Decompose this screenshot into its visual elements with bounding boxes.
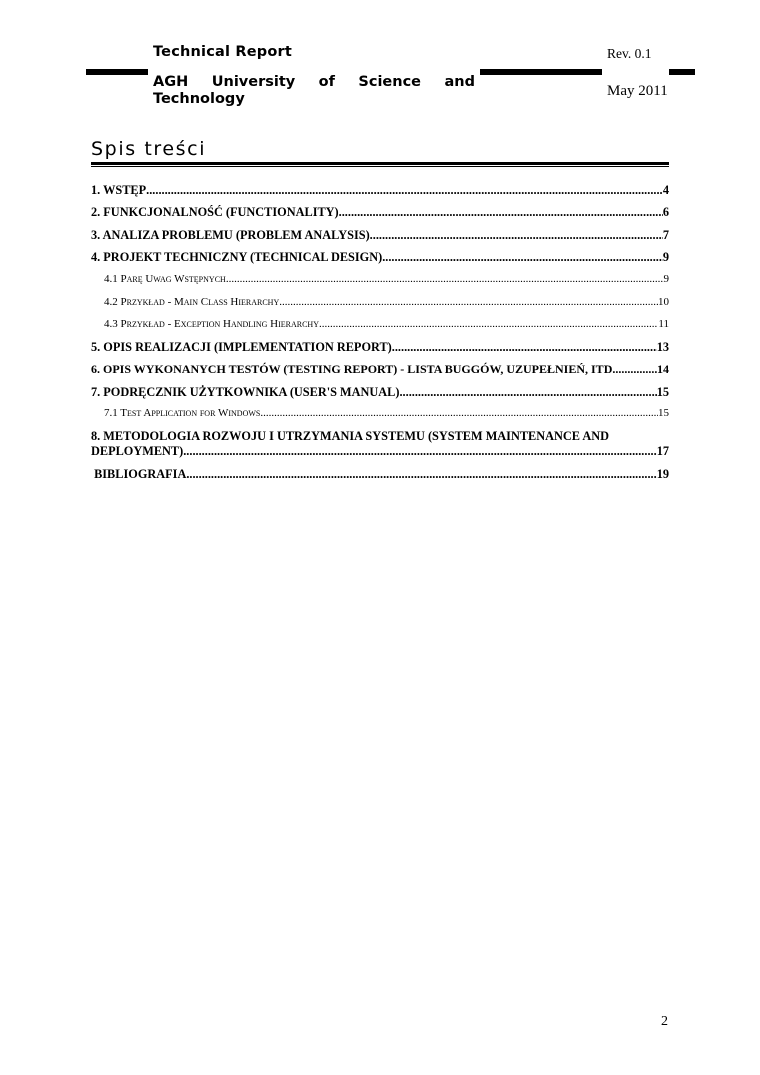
report-date: May 2011 — [607, 83, 668, 99]
toc-leader — [226, 273, 664, 285]
toc-entry-label: 4. PROJEKT TECHNICZNY (TECHNICAL DESIGN) — [91, 250, 383, 264]
toc-page-number: 13 — [656, 340, 669, 354]
toc-entry-3[interactable] — [91, 228, 669, 243]
toc-entry-4[interactable] — [91, 250, 669, 265]
toc-leader — [146, 183, 663, 198]
university-word: of — [318, 74, 335, 90]
toc-entry-7[interactable] — [91, 385, 669, 400]
university-word: University — [211, 74, 296, 90]
toc-page-number: 6 — [662, 205, 669, 219]
university-word: AGH — [153, 74, 189, 90]
toc-entry-2[interactable] — [91, 205, 669, 220]
toc-leader — [319, 318, 658, 330]
toc-entry-label: 5. OPIS REALIZACJI (IMPLEMENTATION REPORT) — [91, 340, 392, 354]
toc-leader — [183, 444, 656, 459]
toc-entry-4-3[interactable] — [91, 318, 669, 330]
university-word: Science — [358, 74, 422, 90]
toc-entry-8[interactable] — [91, 429, 669, 459]
toc-entry-label: 7.1 Test Application for Windows — [104, 407, 261, 419]
university-name — [153, 74, 475, 108]
toc-entry-label: 2. FUNKCJONALNOŚĆ (FUNCTIONALITY) — [91, 205, 339, 219]
toc-heading: Spis treści — [91, 138, 207, 160]
toc-leader — [370, 228, 663, 243]
toc-leader — [339, 205, 663, 220]
toc-entry-label: 4.3 Przykład - Exception Handling Hierarchy — [104, 318, 319, 330]
toc-page-number: 15 — [656, 385, 669, 399]
toc-page-number: 10 — [658, 296, 669, 308]
toc-leader — [279, 296, 658, 308]
toc-page-number: 9 — [663, 273, 669, 285]
university-word: and — [444, 74, 475, 90]
toc-entry-label: 1. WSTĘP — [91, 183, 147, 197]
toc-leader — [615, 362, 657, 377]
toc-entry-4-2[interactable] — [91, 296, 669, 308]
header-bar-left — [86, 69, 148, 75]
toc-entry-bibliography[interactable] — [91, 467, 669, 482]
toc-entry-label: BIBLIOGRAFIA — [91, 467, 187, 481]
university-line2: Technology — [153, 91, 245, 107]
toc-entry-label-continued: DEPLOYMENT) — [91, 444, 184, 458]
revision-label: Rev. 0.1 — [607, 46, 652, 61]
toc-entry-5[interactable] — [91, 340, 669, 355]
toc-entry-label: 3. ANALIZA PROBLEMU (PROBLEM ANALYSIS) — [91, 228, 370, 242]
toc-leader — [260, 407, 658, 419]
toc-page-number: 19 — [656, 467, 669, 481]
toc-entry-7-1[interactable] — [91, 407, 669, 419]
toc-page-number: 4 — [662, 183, 669, 197]
header-bar-right — [669, 69, 695, 75]
toc-entry-label: 7. PODRĘCZNIK UŻYTKOWNIKA (USER'S MANUAL) — [91, 385, 400, 399]
toc-leader — [392, 340, 657, 355]
toc-leader — [399, 385, 656, 400]
toc-entry-6[interactable] — [91, 362, 669, 377]
heading-rule-thin — [91, 166, 669, 167]
toc-page-number: 7 — [662, 228, 669, 242]
header-bar-middle — [480, 69, 602, 75]
toc-page-number: 11 — [658, 318, 669, 330]
toc-page-number: 15 — [658, 407, 669, 419]
toc-leader — [382, 250, 663, 265]
page-number: 2 — [661, 1014, 668, 1029]
heading-rule — [91, 162, 669, 165]
toc-entry-label: 4.2 Przykład - Main Class Hierarchy — [104, 296, 280, 308]
toc-entry-4-1[interactable] — [91, 273, 669, 285]
toc-entry-1[interactable] — [91, 183, 669, 198]
toc-entry-label: 8. METODOLOGIA ROZWOJU I UTRZYMANIA SYSTEMU (SYSTEM MAINTENANCE AND — [91, 429, 610, 443]
toc-page-number: 9 — [662, 250, 669, 264]
toc-entry-label: 4.1 Parę Uwag Wstępnych — [104, 273, 226, 285]
report-title: Technical Report — [153, 44, 293, 60]
toc-page-number: 17 — [656, 444, 669, 458]
toc-page-number: 14 — [657, 362, 669, 376]
toc-entry-label: 6. OPIS WYKONANYCH TESTÓW (TESTING REPORT) - LISTA BUGGÓW, UZUPEŁNIEŃ, ITD. — [91, 362, 616, 376]
toc-leader — [186, 467, 656, 482]
